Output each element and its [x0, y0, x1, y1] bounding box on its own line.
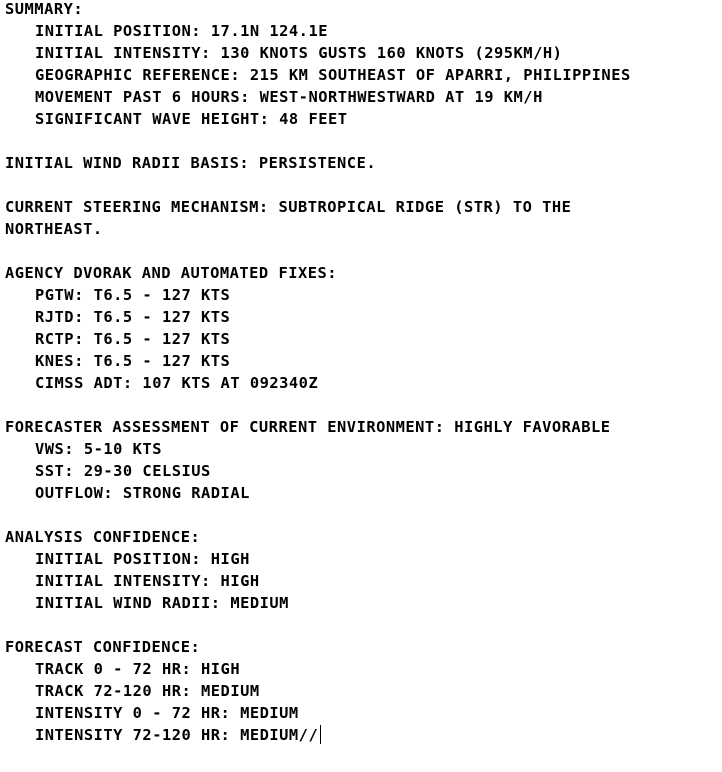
- text-cursor: [320, 725, 321, 744]
- blank-line: [5, 614, 717, 636]
- summary-heading: SUMMARY:: [5, 0, 84, 18]
- analysis-initial-wind-radii: INITIAL WIND RADII: MEDIUM: [35, 594, 289, 612]
- steering-section: [5, 196, 717, 240]
- environment-sst: SST: 29-30 CELSIUS: [35, 462, 211, 480]
- warning-text-document[interactable]: [5, 0, 717, 746]
- fix-cimss-adt: CIMSS ADT: 107 KTS AT 092340Z: [35, 374, 319, 392]
- forecast-track-72-120: TRACK 72-120 HR: MEDIUM: [35, 682, 260, 700]
- summary-wave-height: SIGNIFICANT WAVE HEIGHT: 48 FEET: [35, 110, 348, 128]
- summary-initial-position: INITIAL POSITION: 17.1N 124.1E: [35, 22, 328, 40]
- summary-geographic-reference: GEOGRAPHIC REFERENCE: 215 KM SOUTHEAST OF APARRI, PHILIPPINES: [35, 66, 631, 84]
- forecast-intensity-0-72: INTENSITY 0 - 72 HR: MEDIUM: [35, 704, 299, 722]
- steering-line-1: CURRENT STEERING MECHANISM: SUBTROPICAL RIDGE (STR) TO THE: [5, 198, 572, 216]
- blank-line: [5, 240, 717, 262]
- environment-vws: VWS: 5-10 KTS: [35, 440, 162, 458]
- summary-initial-intensity: INITIAL INTENSITY: 130 KNOTS GUSTS 160 KNOTS (295KM/H): [35, 44, 563, 62]
- forecast-confidence-section: [5, 636, 717, 746]
- forecast-confidence-heading: FORECAST CONFIDENCE:: [5, 638, 201, 656]
- fix-knes: KNES: T6.5 - 127 KTS: [35, 352, 231, 370]
- analysis-initial-position: INITIAL POSITION: HIGH: [35, 550, 250, 568]
- steering-line-2: NORTHEAST.: [5, 220, 103, 238]
- blank-line: [5, 130, 717, 152]
- environment-heading: FORECASTER ASSESSMENT OF CURRENT ENVIRONMENT: HIGHLY FAVORABLE: [5, 418, 611, 436]
- environment-outflow: OUTFLOW: STRONG RADIAL: [35, 484, 250, 502]
- blank-line: [5, 174, 717, 196]
- environment-section: [5, 416, 717, 504]
- analysis-confidence-heading: ANALYSIS CONFIDENCE:: [5, 528, 201, 546]
- forecast-intensity-72-120-line: [5, 724, 717, 746]
- wind-radii-basis: INITIAL WIND RADII BASIS: PERSISTENCE.: [5, 154, 377, 172]
- summary-section: [5, 0, 717, 130]
- forecast-track-0-72: TRACK 0 - 72 HR: HIGH: [35, 660, 241, 678]
- summary-movement: MOVEMENT PAST 6 HOURS: WEST-NORTHWESTWARD AT 19 KM/H: [35, 88, 543, 106]
- forecast-intensity-72-120: INTENSITY 72-120 HR: MEDIUM//: [35, 726, 319, 744]
- fix-rjtd: RJTD: T6.5 - 127 KTS: [35, 308, 231, 326]
- fixes-section: [5, 262, 717, 394]
- fixes-heading: AGENCY DVORAK AND AUTOMATED FIXES:: [5, 264, 338, 282]
- analysis-initial-intensity: INITIAL INTENSITY: HIGH: [35, 572, 260, 590]
- fix-pgtw: PGTW: T6.5 - 127 KTS: [35, 286, 231, 304]
- analysis-confidence-section: [5, 526, 717, 614]
- blank-line: [5, 504, 717, 526]
- fix-rctp: RCTP: T6.5 - 127 KTS: [35, 330, 231, 348]
- blank-line: [5, 394, 717, 416]
